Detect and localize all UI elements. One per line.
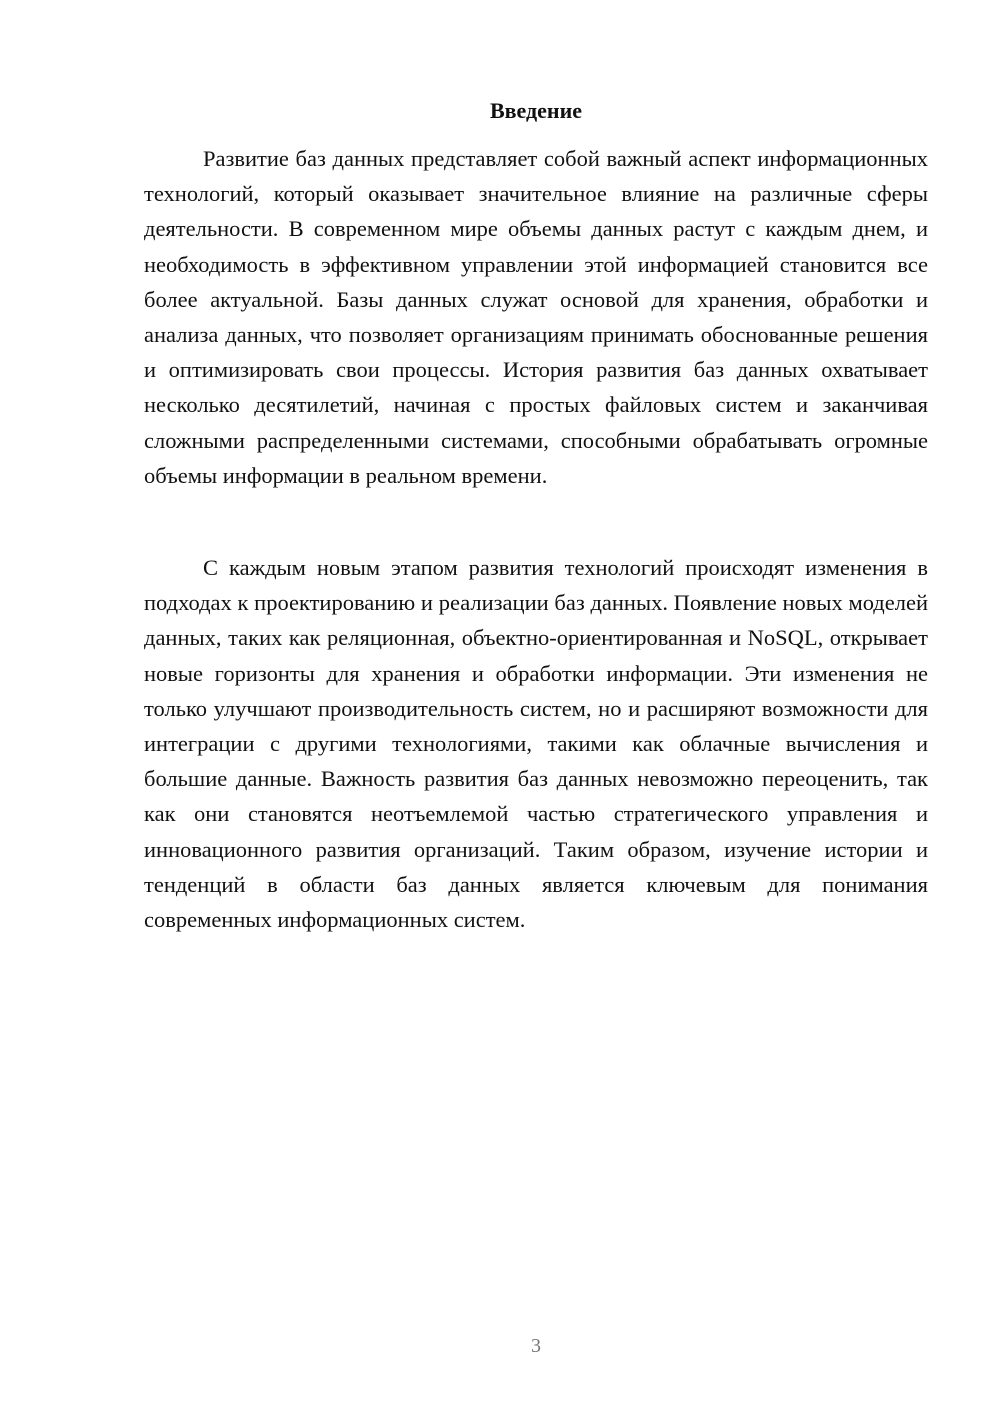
section-heading: Введение — [489, 98, 583, 123]
paragraph-1: Развитие баз данных представляет собой важный аспект информационных технологий, который оказывает значительное влияние на различные сферы деятельности. В современном мире объемы данных растут с каждым днем, и необходимость в эффективном управлении этой информацией становится все более актуальной. Базы данных служат основой для хранения, обработки и анализа данных, что позволяет организациям принимать обоснованные решения и оптимизировать свои процессы. История развития баз данных охватывает несколько десятилетий, начиная с простых файловых систем и заканчивая сложными распределенными системами, способными обрабатывать огромные объемы информации в реальном времени. — [144, 146, 928, 488]
paragraph-2: С каждым новым этапом развития технологий происходят изменения в подходах к проектированию и реализации баз данных. Появление новых моделей данных, таких как реляционная, объектно-ориентированная и NoSQL, открывает новые горизонты для хранения и обработки информации. Эти изменения не только улучшают производительность систем, но и расширяют возможности для интеграции с другими технологиями, такими как облачные вычисления и большие данные. Важность развития баз данных невозможно переоценить, так как они становятся неотъемлемой частью стратегического управления и инновационного развития организаций. Таким образом, изучение истории и тенденций в области баз данных является ключевым для понимания современных информационных систем. — [144, 555, 928, 933]
page-number: 3 — [531, 1335, 541, 1357]
